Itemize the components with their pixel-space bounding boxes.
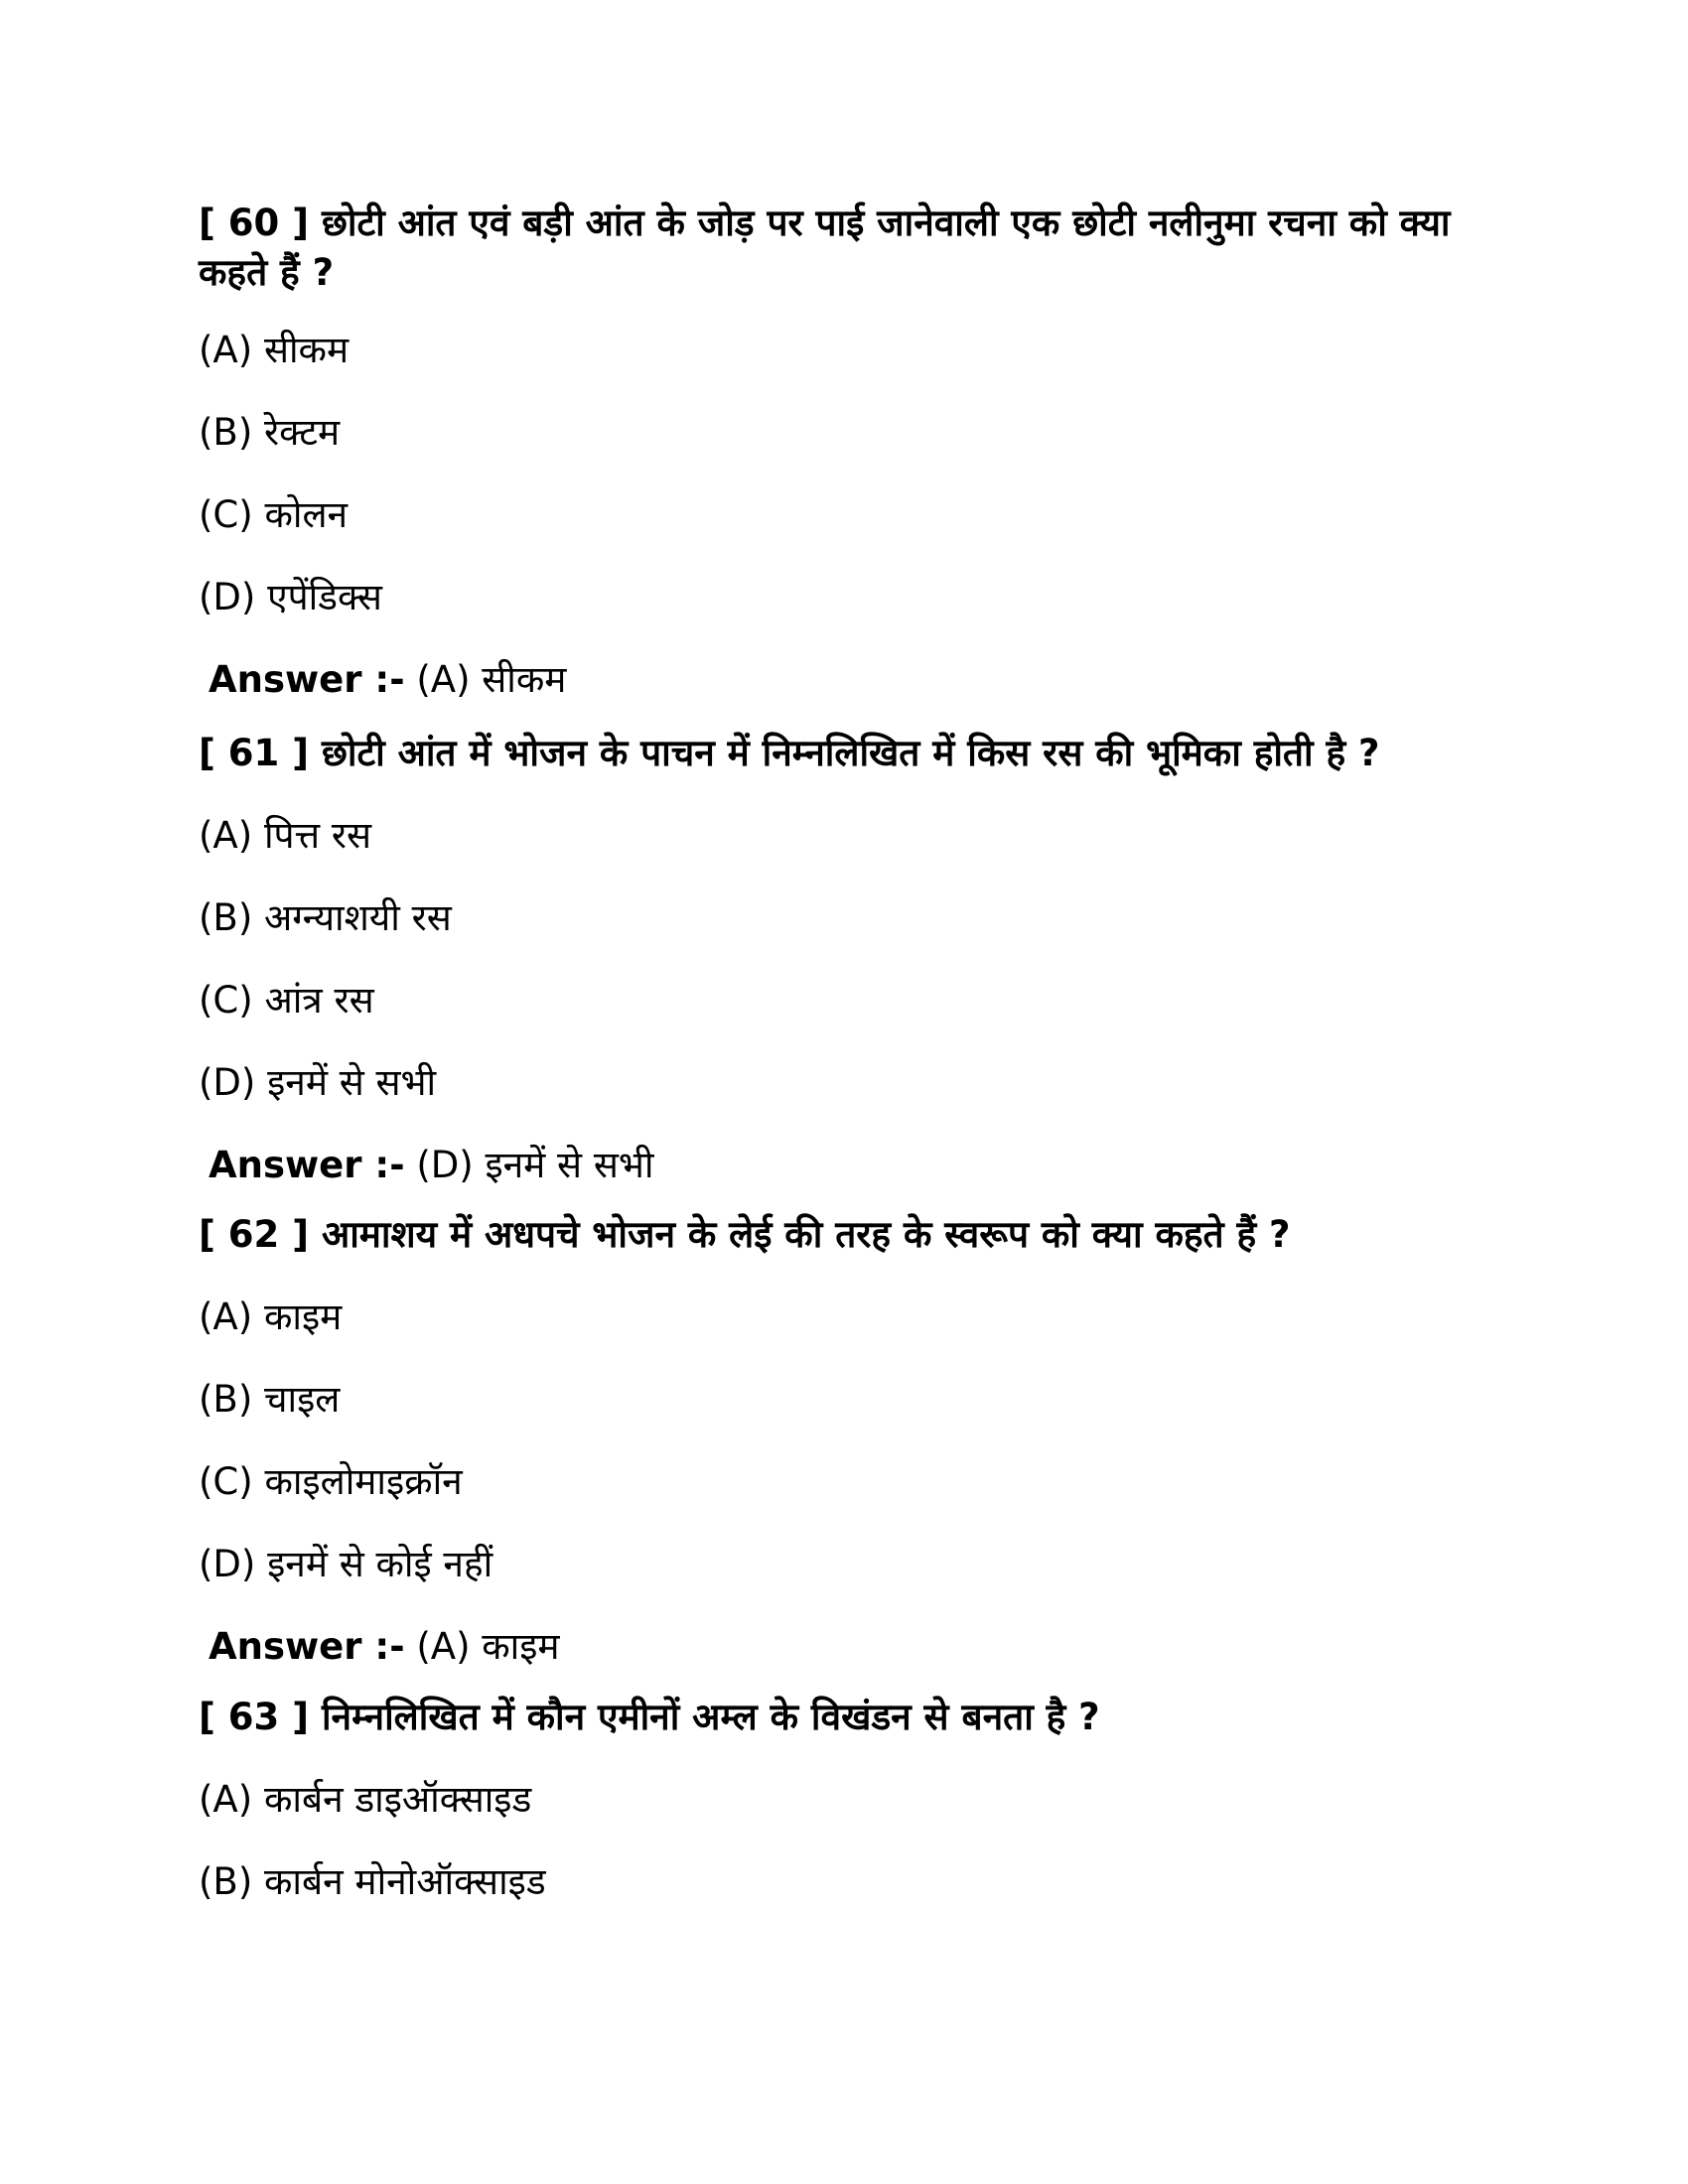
option-a: (A) पित्त रस — [199, 814, 372, 857]
question-body: आमाशय में अधपचे भोजन के लेई की तरह के स्वरूप को क्या कहते हैं ? — [321, 1213, 1291, 1256]
answer-line — [209, 655, 566, 705]
question-text — [199, 1210, 1489, 1260]
option-c: (C) कोलन — [199, 493, 349, 536]
question-number: [ 63 ] — [199, 1696, 310, 1738]
option-b: (B) अग्न्याशयी रस — [199, 896, 452, 939]
question-63 — [199, 1693, 1489, 1903]
option-a: (A) कार्बन डाइऑक्साइड — [199, 1778, 532, 1821]
answer-label: Answer :- — [209, 1625, 405, 1668]
answer-value: (D) इनमें से सभी — [416, 1144, 654, 1186]
option-d: (D) एपेंडिक्स — [199, 576, 382, 618]
answer-line — [209, 1141, 653, 1190]
option-b: (B) रेक्टम — [199, 411, 341, 454]
question-body: छोटी आंत में भोजन के पाचन में निम्नलिखित में किस रस की भूमिका होती है ? — [321, 732, 1380, 774]
question-number: [ 60 ] — [199, 202, 310, 244]
question-60 — [199, 199, 1489, 701]
option-c: (C) आंत्र रस — [199, 979, 374, 1022]
answer-value: (A) काइम — [416, 1625, 560, 1668]
answer-label: Answer :- — [209, 1144, 405, 1186]
question-text — [199, 1693, 1489, 1742]
question-number: [ 62 ] — [199, 1213, 310, 1256]
answer-value: (A) सीकम — [416, 658, 567, 701]
question-body: निम्नलिखित में कौन एमीनों अम्ल के विखंडन से बनता है ? — [321, 1696, 1100, 1738]
question-text — [199, 729, 1489, 778]
answer-label: Answer :- — [209, 658, 405, 701]
question-62 — [199, 1210, 1489, 1668]
answer-line — [209, 1622, 560, 1672]
option-b: (B) कार्बन मोनोऑक्साइड — [199, 1860, 546, 1903]
option-d: (D) इनमें से सभी — [199, 1061, 437, 1104]
question-number: [ 61 ] — [199, 732, 310, 774]
option-c: (C) काइलोमाइक्रॉन — [199, 1460, 463, 1503]
question-text — [199, 199, 1489, 298]
option-b: (B) चाइल — [199, 1378, 341, 1421]
option-d: (D) इनमें से कोई नहीं — [199, 1543, 493, 1585]
option-a: (A) काइम — [199, 1296, 343, 1338]
question-61 — [199, 729, 1489, 1186]
question-body: छोटी आंत एवं बड़ी आंत के जोड़ पर पाई जानेवाली एक छोटी नलीनुमा रचना को क्या कहते हैं ? — [199, 202, 1451, 294]
option-a: (A) सीकम — [199, 329, 350, 371]
